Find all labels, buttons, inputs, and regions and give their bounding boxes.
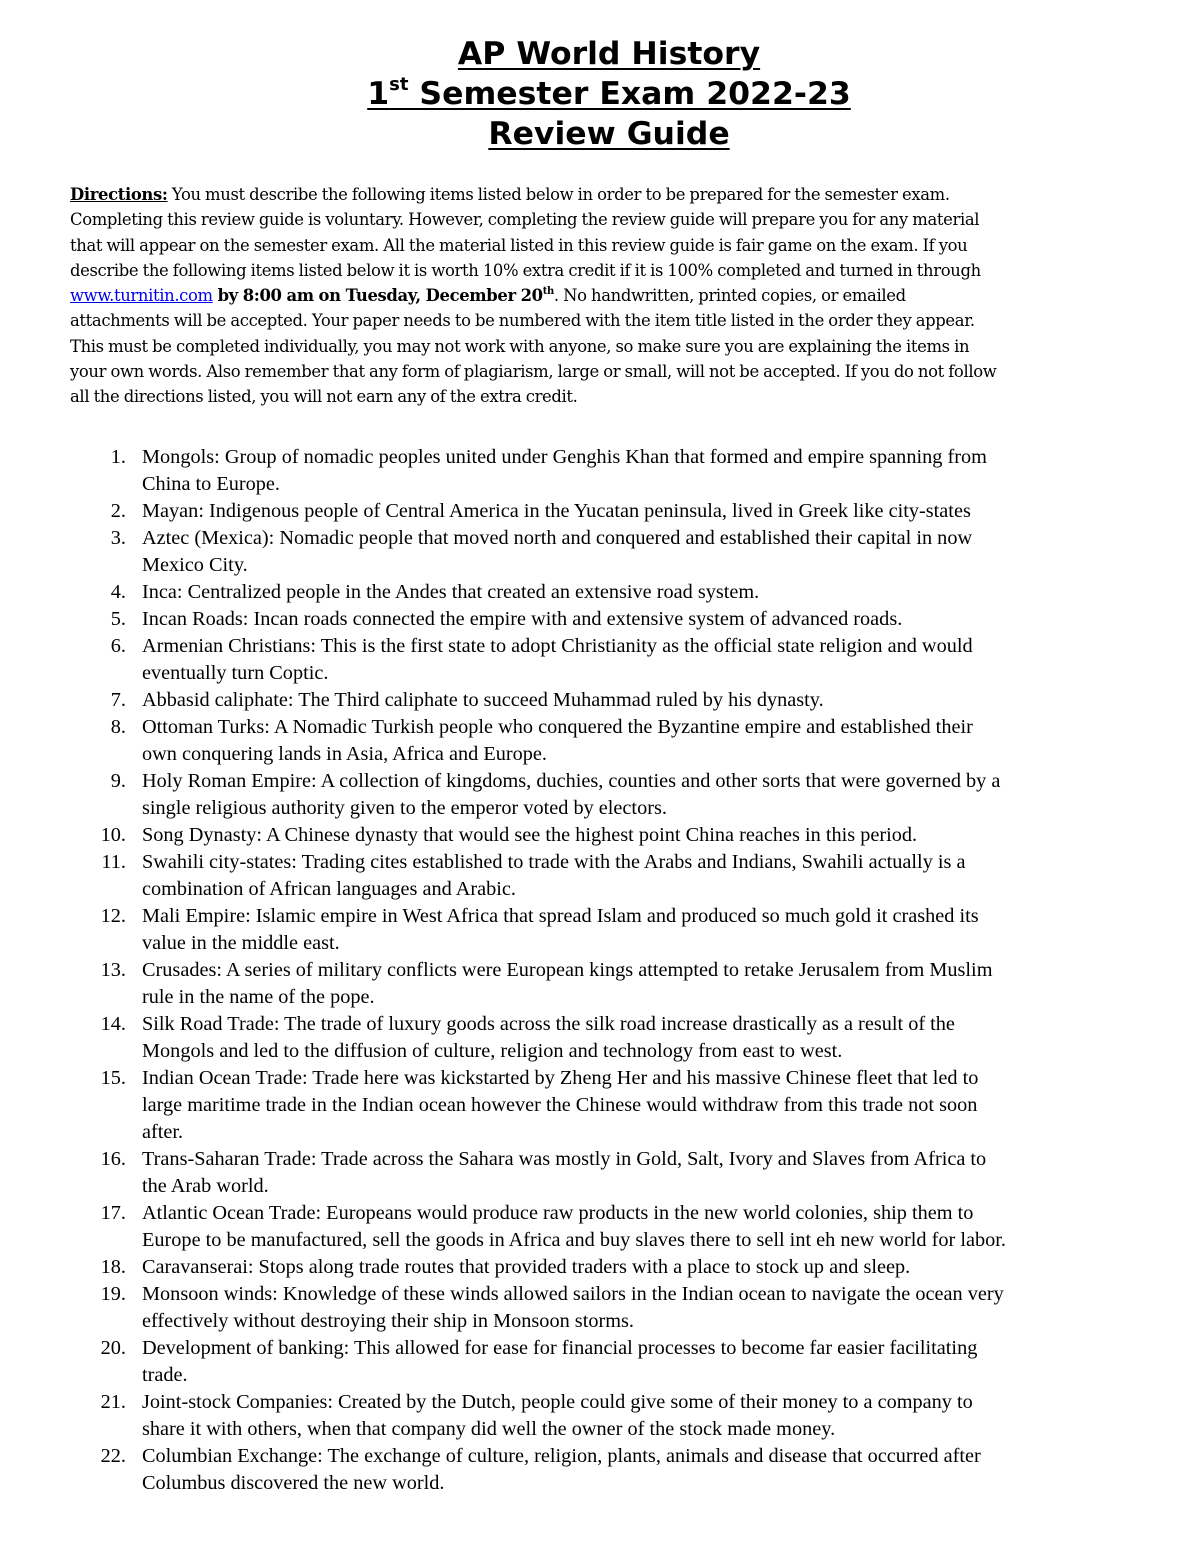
list-item bbox=[70, 1254, 1160, 1281]
turnitin-link[interactable]: www.turnitin.com bbox=[70, 286, 213, 306]
list-item-number: 9. bbox=[110, 770, 126, 792]
directions-label: Directions: bbox=[70, 185, 168, 204]
list-item-line: Crusades: A series of military conflicts were European kings attempted to retake Jerusalem from Muslim bbox=[142, 959, 993, 981]
review-items-list bbox=[70, 444, 1160, 1497]
list-item-number: 20. bbox=[100, 1337, 126, 1359]
list-item-line: Indian Ocean Trade: Trade here was kickstarted by Zheng Her and his massive Chinese fleet that led to bbox=[142, 1067, 979, 1089]
list-item-line: Europe to be manufactured, sell the goods in Africa and buy slaves there to sell int eh new world for labor. bbox=[142, 1229, 1006, 1251]
list-item-text bbox=[142, 1389, 1160, 1443]
list-item bbox=[70, 849, 1160, 903]
list-item-line: share it with others, when that company did well the owner of the stock made money. bbox=[142, 1418, 836, 1440]
list-item-text bbox=[142, 498, 1160, 525]
list-item-number: 8. bbox=[110, 716, 126, 738]
list-item-number: 21. bbox=[100, 1391, 126, 1413]
list-item-line: Mongols: Group of nomadic peoples united under Genghis Khan that formed and empire spanning from bbox=[142, 446, 987, 468]
title-line-3: Review Guide bbox=[488, 116, 730, 152]
list-item-line: Silk Road Trade: The trade of luxury goods across the silk road increase drastically as a result of the bbox=[142, 1013, 955, 1035]
list-item-line: Incan Roads: Incan roads connected the empire with and extensive system of advanced roads. bbox=[142, 608, 903, 630]
list-item-number: 7. bbox=[110, 689, 126, 711]
list-item-number: 13. bbox=[100, 959, 126, 981]
list-item-line: Armenian Christians: This is the first state to adopt Christianity as the official state religion and would bbox=[142, 635, 973, 657]
title-line-1: AP World History bbox=[457, 36, 761, 72]
list-item-text bbox=[142, 579, 1160, 606]
list-item bbox=[70, 687, 1160, 714]
list-item-text bbox=[142, 525, 1160, 579]
list-item bbox=[70, 606, 1160, 633]
list-item-number: 10. bbox=[100, 824, 126, 846]
list-item-number: 19. bbox=[100, 1283, 126, 1305]
list-item-number: 2. bbox=[110, 500, 126, 522]
list-item-text bbox=[142, 957, 1160, 1011]
list-item-line: Ottoman Turks: A Nomadic Turkish people who conquered the Byzantine empire and established their bbox=[142, 716, 973, 738]
list-item-line: Columbian Exchange: The exchange of culture, religion, plants, animals and disease that occurred after bbox=[142, 1445, 981, 1467]
list-item-line: Mayan: Indigenous people of Central America in the Yucatan peninsula, lived in Greek like city-states bbox=[142, 500, 971, 522]
list-item-line: Development of banking: This allowed for ease for financial processes to become far easier facilitating bbox=[142, 1337, 978, 1359]
list-item bbox=[70, 633, 1160, 687]
list-item bbox=[70, 1011, 1160, 1065]
list-item bbox=[70, 1146, 1160, 1200]
list-item-line: Mexico City. bbox=[142, 554, 248, 576]
list-item-line: Joint-stock Companies: Created by the Dutch, people could give some of their money to a company to bbox=[142, 1391, 973, 1413]
list-item-text bbox=[142, 714, 1160, 768]
list-item bbox=[70, 1389, 1160, 1443]
list-item-text bbox=[142, 1281, 1160, 1335]
list-item bbox=[70, 1443, 1160, 1497]
list-item-line: Aztec (Mexica): Nomadic people that moved north and conquered and established their capital in now bbox=[142, 527, 973, 549]
list-item-text bbox=[142, 903, 1160, 957]
list-item bbox=[70, 714, 1160, 768]
list-item-line: own conquering lands in Asia, Africa and Europe. bbox=[142, 743, 547, 765]
list-item-number: 16. bbox=[100, 1148, 126, 1170]
list-item bbox=[70, 1200, 1160, 1254]
list-item-number: 12. bbox=[100, 905, 126, 927]
list-item-line: eventually turn Coptic. bbox=[142, 662, 329, 684]
list-item-line: value in the middle east. bbox=[142, 932, 340, 954]
list-item-text bbox=[142, 606, 1160, 633]
list-item-text bbox=[142, 444, 1160, 498]
list-item-number: 11. bbox=[101, 851, 126, 873]
list-item-number: 14. bbox=[100, 1013, 126, 1035]
list-item-number: 15. bbox=[100, 1067, 126, 1089]
list-item-text bbox=[142, 687, 1160, 714]
list-item-line: Atlantic Ocean Trade: Europeans would produce raw products in the new world colonies, ship them to bbox=[142, 1202, 974, 1224]
list-item-number: 18. bbox=[100, 1256, 126, 1278]
list-item-number: 5. bbox=[110, 608, 126, 630]
list-item-number: 17. bbox=[100, 1202, 126, 1224]
list-item-text bbox=[142, 1011, 1160, 1065]
list-item-line: Mali Empire: Islamic empire in West Africa that spread Islam and produced so much gold it crashed its bbox=[142, 905, 979, 927]
list-item-line: large maritime trade in the Indian ocean however the Chinese would withdraw from this trade not soon bbox=[142, 1094, 978, 1116]
list-item-line: Trans-Saharan Trade: Trade across the Sahara was mostly in Gold, Salt, Ivory and Slaves from Africa to bbox=[142, 1148, 987, 1170]
list-item-line: Song Dynasty: A Chinese dynasty that would see the highest point China reaches in this period. bbox=[142, 824, 918, 846]
list-item-text bbox=[142, 1254, 1160, 1281]
list-item-line: Abbasid caliphate: The Third caliphate to succeed Muhammad ruled by his dynasty. bbox=[142, 689, 824, 711]
list-item-text bbox=[142, 1335, 1160, 1389]
list-item-line: Swahili city-states: Trading cites established to trade with the Arabs and Indians, Swahili actually is a bbox=[142, 851, 966, 873]
list-item-number: 1. bbox=[110, 446, 126, 468]
deadline: 8:00 am on Tuesday, December 20 bbox=[242, 286, 543, 306]
list-item-line: China to Europe. bbox=[142, 473, 280, 495]
list-item-text bbox=[142, 849, 1160, 903]
page-title bbox=[0, 34, 1200, 154]
list-item-line: trade. bbox=[142, 1364, 188, 1386]
list-item-line: Monsoon winds: Knowledge of these winds allowed sailors in the Indian ocean to navigate the ocean very bbox=[142, 1283, 1004, 1305]
list-item bbox=[70, 579, 1160, 606]
list-item-line: combination of African languages and Arabic. bbox=[142, 878, 516, 900]
list-item-number: 22. bbox=[100, 1445, 126, 1467]
list-item-text bbox=[142, 1200, 1160, 1254]
list-item bbox=[70, 498, 1160, 525]
title-line-2: 1st Semester Exam 2022-23 bbox=[367, 74, 851, 112]
list-item bbox=[70, 768, 1160, 822]
list-item-line: effectively without destroying their ship in Monsoon storms. bbox=[142, 1310, 634, 1332]
list-item-line: Caravanserai: Stops along trade routes that provided traders with a place to stock up and sleep. bbox=[142, 1256, 911, 1278]
list-item-line: rule in the name of the pope. bbox=[142, 986, 375, 1008]
list-item-line: Inca: Centralized people in the Andes that created an extensive road system. bbox=[142, 581, 760, 603]
list-item-text bbox=[142, 768, 1160, 822]
list-item-line: Holy Roman Empire: A collection of kingdoms, duchies, counties and other sorts that were governed by a bbox=[142, 770, 1001, 792]
list-item-number: 3. bbox=[110, 527, 126, 549]
list-item-line: Mongols and led to the diffusion of culture, religion and technology from east to west. bbox=[142, 1040, 843, 1062]
list-item bbox=[70, 903, 1160, 957]
list-item bbox=[70, 1065, 1160, 1146]
list-item-line: single religious authority given to the emperor voted by electors. bbox=[142, 797, 667, 819]
list-item-number: 6. bbox=[110, 635, 126, 657]
list-item bbox=[70, 444, 1160, 498]
list-item-line: after. bbox=[142, 1121, 184, 1143]
list-item-text bbox=[142, 1065, 1160, 1146]
list-item bbox=[70, 957, 1160, 1011]
list-item-text bbox=[142, 1146, 1160, 1200]
list-item bbox=[70, 1335, 1160, 1389]
list-item-line: Columbus discovered the new world. bbox=[142, 1472, 445, 1494]
list-item-number: 4. bbox=[110, 581, 126, 603]
list-item-text bbox=[142, 1443, 1160, 1497]
list-item-line: the Arab world. bbox=[142, 1175, 269, 1197]
list-item bbox=[70, 525, 1160, 579]
list-item-text bbox=[142, 633, 1160, 687]
list-item bbox=[70, 822, 1160, 849]
directions-paragraph: Directions: You must describe the following items listed below in order to be prepared for the semester exam. Completing this review guide is voluntary. However, completing the review guide will prepare you for any material that will appear on the semester exam. All the material listed in this review guide is fair game on the exam. If you describe the following items listed below it is worth 10% extra credit if it is 100% completed and turned in through www.turnitin.com by 8:00 am on Tuesday, December 20th. No handwritten, printed copies, or emailed attachments will be accepted. Your paper needs to be numbered with the item title listed in the order they appear. This must be completed individually, you may not work with anyone, so make sure you are explaining the items in your own words. Also remember that any form of plagiarism, large or small, will not be accepted. If you do not follow all the directions listed, you will not earn any of the extra credit. bbox=[70, 185, 997, 407]
list-item bbox=[70, 1281, 1160, 1335]
list-item-text bbox=[142, 822, 1160, 849]
